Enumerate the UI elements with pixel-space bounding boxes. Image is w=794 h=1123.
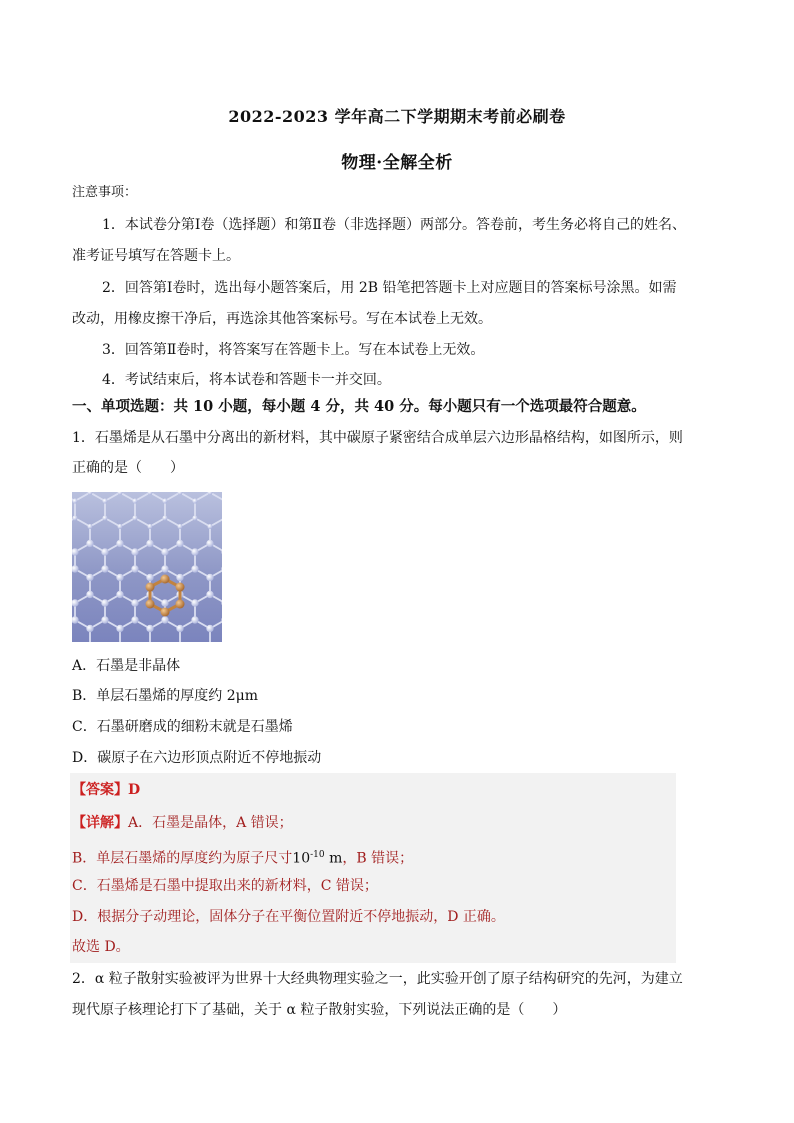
q1-conclusion: 故选 D。 [72,939,130,955]
carbon-atom [146,625,153,632]
formula-base: 10 [292,850,311,867]
carbon-atom [191,599,198,606]
carbon-atom [88,524,93,529]
carbon-atom [73,499,78,504]
q2-stem-line2: 现代原子核理论打下了基础，关于 α 粒子散射实验，下列说法正确的是（ ） [72,1002,567,1018]
carbon-atom [191,565,198,572]
notice-item-3: 3．回答第Ⅱ卷时，将答案写在答题卡上。写在本试卷上无效。 [102,342,485,358]
carbon-atom [208,492,213,495]
carbon-atom [191,548,198,555]
detail-tag: 【详解】 [72,815,128,831]
carbon-atom [116,540,123,547]
answer-tag: 【答案】 [72,782,128,798]
carbon-atom [161,616,168,623]
notice-item-4: 4．考试结束后，将本试卷和答题卡一并交回。 [102,372,391,388]
lattice-hexagon [72,518,90,552]
carbon-atom [191,616,198,623]
carbon-atom [116,591,123,598]
carbon-atom [161,599,168,606]
carbon-atom [86,540,93,547]
carbon-atom [176,574,183,581]
answer-value: D [128,782,141,798]
carbon-atom [72,565,79,572]
carbon-atom [206,625,213,632]
carbon-atom [131,565,138,572]
page-title: 2022-2023 学年高二下学期期末考前必刷卷 [228,107,566,126]
carbon-atom [178,524,183,529]
page-subtitle: 物理·全解全析 [341,153,453,173]
lattice-hexagon [72,569,90,603]
carbon-atom [208,524,213,529]
q1-detail-a [72,813,722,833]
carbon-atom [131,548,138,555]
carbon-atom [116,625,123,632]
carbon-atom [193,516,198,521]
carbon-atom [133,499,138,504]
carbon-atom [206,591,213,598]
carbon-atom [131,599,138,606]
q2-stem-line1: 2．α 粒子散射实验被评为世界十大经典物理实验之一，此实验开创了原子结构研究的先河，为建立 [72,971,683,987]
carbon-atom [163,516,168,521]
carbon-atom [161,565,168,572]
carbon-atom [118,524,123,529]
carbon-atom [72,616,79,623]
carbon-atom [133,516,138,521]
detail-line-b-suffix: ，B 错误； [342,850,414,867]
q1-option-b: B．单层石墨烯的厚度约 2μm [72,688,259,704]
carbon-atom [101,565,108,572]
carbon-atom [72,599,79,606]
carbon-atom [161,548,168,555]
carbon-atom [178,492,183,495]
formula-exponent: -10 [310,850,325,860]
carbon-atom [163,499,168,504]
section-heading: 一、单项选题：共 10 小题，每小题 4 分，共 40 分。每小题只有一个选项最符合题意。 [72,398,646,415]
carbon-atom [148,492,153,495]
formula-unit: m [324,850,343,867]
carbon-atom [86,574,93,581]
notice-item-2b: 改动，用橡皮擦干净后，再选涂其他答案标号。写在本试卷上无效。 [72,311,492,327]
carbon-atom [101,548,108,555]
q1-stem-line1: 1．石墨烯是从石墨中分离出的新材料，其中碳原子紧密结合成单层六边形晶格结构，如图所示，则 [72,430,683,446]
carbon-atom [206,540,213,547]
carbon-atom [73,516,78,521]
carbon-atom [86,591,93,598]
graphene-lattice-image [72,492,222,642]
carbon-atom [146,540,153,547]
carbon-atom [88,492,93,495]
carbon-atom [72,548,79,555]
detail-line-b: B．单层石墨烯的厚度约为原子尺寸 [72,850,293,867]
detail-line-a: A．石墨是晶体，A 错误； [128,815,293,831]
carbon-atom [103,499,108,504]
q1-answer [72,780,722,800]
carbon-atom [176,625,183,632]
q1-stem-line2: 正确的是（ ） [72,460,184,476]
q1-option-c: C．石墨研磨成的细粉末就是石墨烯 [72,719,293,735]
carbon-atom [86,625,93,632]
carbon-atom [101,599,108,606]
carbon-atom [103,516,108,521]
q1-option-d: D．碳原子在六边形顶点附近不停地振动 [72,750,322,766]
carbon-atom [116,574,123,581]
q1-detail-c: C．石墨烯是石墨中提取出来的新材料，C 错误； [72,878,378,894]
carbon-atom [193,499,198,504]
carbon-atom [206,574,213,581]
carbon-atom [148,524,153,529]
carbon-atom [131,616,138,623]
notice-item-1b: 准考证号填写在答题卡上。 [72,248,240,264]
notice-heading: 注意事项： [72,185,138,200]
carbon-atom [118,492,123,495]
q1-detail-d: D．根据分子动理论，固体分子在平衡位置附近不停地振动，D 正确。 [72,909,505,925]
notice-item-1a: 1．本试卷分第Ⅰ卷（选择题）和第Ⅱ卷（非选择题）两部分。答卷前，考生务必将自己的姓名、 [102,217,686,233]
notice-item-2a: 2．回答第Ⅰ卷时，选出每小题答案后，用 2B 铅笔把答题卡上对应题目的答案标号涂黑。如需 [102,280,677,296]
q1-option-a: A．石墨是非晶体 [72,658,181,674]
carbon-atom [146,574,153,581]
carbon-atom [101,616,108,623]
carbon-atom [176,540,183,547]
q1-detail-b [72,845,722,869]
